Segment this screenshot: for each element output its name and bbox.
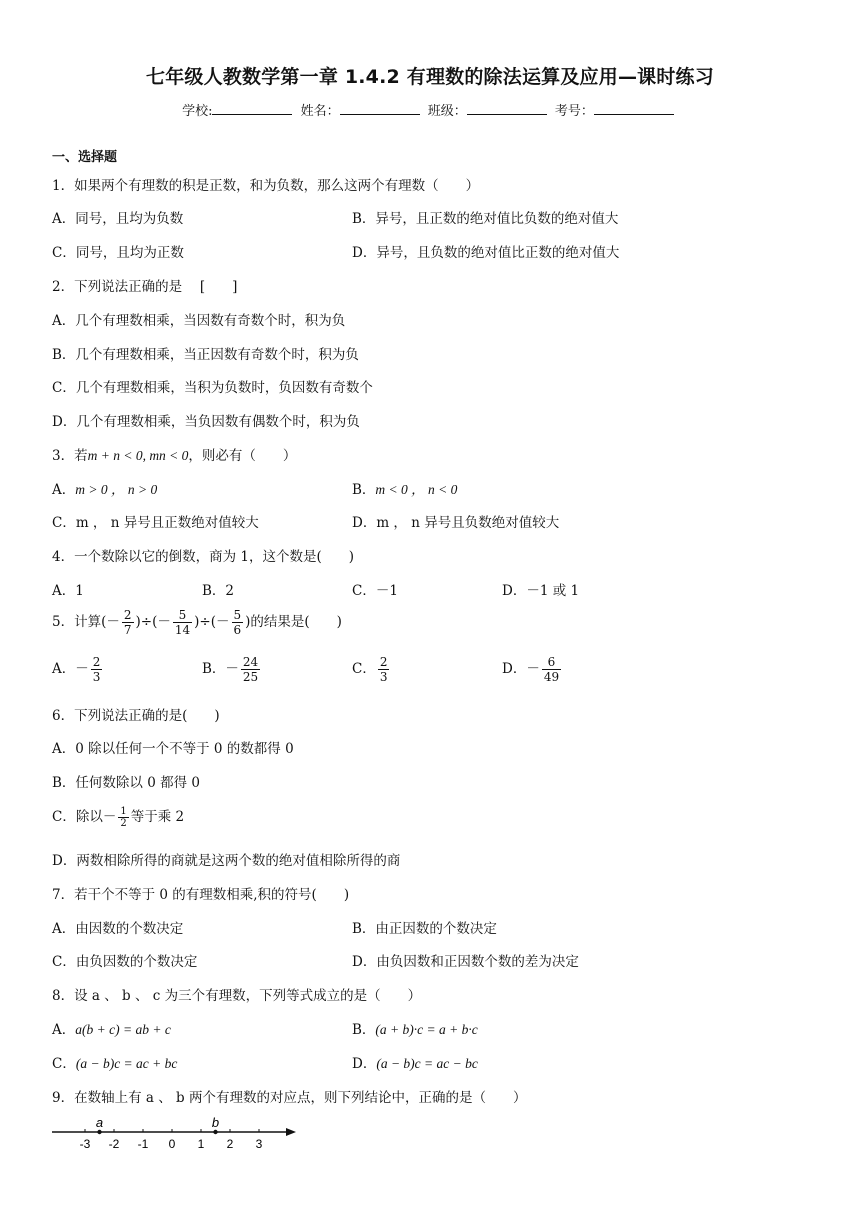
class-blank[interactable]	[467, 101, 547, 115]
q3-stem	[52, 444, 296, 464]
q7-option-d: D．由负因数和正因数个数的差为决定	[352, 954, 579, 970]
q1-option-c: C．同号，且均为正数	[52, 245, 184, 261]
q5-f3-denominator: 6	[233, 623, 242, 637]
tick-label: 3	[255, 1137, 263, 1151]
q5-b-fraction	[241, 655, 260, 684]
q8-d-label: D．	[352, 1056, 377, 1072]
q5-a-fraction	[91, 655, 103, 684]
section-heading: 一、选择题	[52, 150, 118, 165]
q5-fraction-1	[122, 608, 134, 637]
q3-option-b	[352, 478, 457, 498]
q6-c-pre: C．除以－	[52, 809, 117, 825]
q5-stem-pre: 5．计算(－	[52, 614, 120, 630]
q5-d-denominator: 49	[543, 670, 560, 684]
q6-option-c	[52, 805, 184, 829]
q2-stem: 2．下列说法正确的是 [ ]	[52, 279, 238, 295]
exam-no-blank[interactable]	[594, 101, 674, 115]
q6-option-d: D．两数相除所得的商就是这两个数的绝对值相除所得的商	[52, 853, 401, 869]
q8-option-a	[52, 1018, 171, 1038]
q3-a-expr: m > 0 ， n > 0	[75, 482, 158, 497]
q6-option-a: A．0 除以任何一个不等于 0 的数都得 0	[52, 741, 294, 757]
q1-option-d: D．异号，且负数的绝对值比正数的绝对值大	[352, 245, 620, 261]
name-blank[interactable]	[340, 101, 420, 115]
q5-fraction-3	[232, 608, 244, 637]
q5-option-c	[352, 655, 391, 684]
exam-no-label: 考号：	[554, 104, 594, 119]
q3-d-label: D．	[352, 515, 377, 531]
tick-label: -3	[79, 1137, 91, 1151]
q5-f2-denominator: 14	[174, 623, 191, 637]
q8-stem: 8．设 a 、 b 、 c 为三个有理数，下列等式成立的是（ ）	[52, 988, 422, 1004]
q6-c-fraction	[118, 806, 128, 829]
q3-stem-post: ，则必有（ ）	[188, 448, 297, 464]
q3-option-a	[52, 478, 157, 498]
q3-c-text: m ， n 异号且正数绝对值较大	[75, 515, 259, 531]
q4-option-d: D．－1 或 1	[502, 583, 580, 599]
q1-option-b: B．异号，且正数的绝对值比负数的绝对值大	[352, 211, 619, 227]
q7-option-c: C．由负因数的个数决定	[52, 954, 198, 970]
q5-b-denominator: 25	[242, 670, 259, 684]
q5-f1-denominator: 7	[123, 623, 132, 637]
tick-label: -2	[108, 1137, 120, 1151]
q5-option-d	[502, 655, 563, 684]
q8-option-c	[52, 1052, 177, 1072]
q9-stem: 9．在数轴上有 a 、 b 两个有理数的对应点，则下列结论中，正确的是（ ）	[52, 1090, 527, 1106]
q5-c-denominator: 3	[379, 670, 388, 684]
q5-a-numerator: 2	[92, 655, 101, 669]
q3-option-d	[352, 511, 559, 531]
q8-a-label: A．	[52, 1022, 76, 1038]
class-label: 班级：	[427, 104, 467, 119]
q8-d-expr: (a − b)c = ac − bc	[376, 1056, 478, 1071]
q8-option-b	[352, 1018, 478, 1038]
q5-b-numerator: 24	[242, 655, 259, 669]
school-label: 学校:	[182, 104, 213, 119]
name-label: 姓名：	[300, 104, 340, 119]
q5-stem	[52, 608, 342, 637]
q3-b-expr: m < 0 ， n < 0	[375, 482, 458, 497]
q4-option-b: B．2	[202, 583, 235, 599]
page-title: 七年级人教数学第一章 1.4.2 有理数的除法运算及应用—课时练习	[146, 66, 714, 88]
q3-b-label: B．	[352, 482, 376, 498]
point-b-label: b	[211, 1115, 220, 1130]
q5-b-label: B．－	[202, 661, 239, 677]
q1-stem: 1．如果两个有理数的积是正数，和为负数，那么这两个有理数（ ）	[52, 178, 480, 194]
q5-f1-numerator: 2	[123, 608, 132, 622]
tick-label: 1	[197, 1137, 205, 1151]
school-blank[interactable]	[212, 101, 292, 115]
number-line-arrow	[286, 1128, 296, 1136]
q3-d-text: m ， n 异号且负数绝对值较大	[376, 515, 560, 531]
q2-option-b: B．几个有理数相乘，当正因数有奇数个时，积为负	[52, 347, 359, 363]
q6-stem: 6．下列说法正确的是( )	[52, 708, 220, 724]
q6-c-post: 等于乘 2	[130, 809, 185, 825]
q5-a-denominator: 3	[92, 670, 101, 684]
q4-option-a: A．1	[52, 583, 84, 599]
q3-stem-pre: 3．若	[52, 448, 88, 464]
student-info-line	[0, 100, 860, 119]
q7-option-b: B．由正因数的个数决定	[352, 921, 497, 937]
q8-b-label: B．	[352, 1022, 376, 1038]
q6-c-denominator: 2	[120, 818, 127, 829]
point-a-dot	[97, 1130, 101, 1134]
q5-stem-post: )的结果是( )	[245, 614, 342, 630]
q6-option-b: B．任何数除以 0 都得 0	[52, 775, 200, 791]
q5-stem-mid1: )÷(－	[135, 614, 171, 630]
q8-a-expr: a(b + c) = ab + c	[75, 1022, 171, 1037]
tick-label: 0	[168, 1137, 176, 1151]
q2-option-a: A．几个有理数相乘，当因数有奇数个时，积为负	[52, 313, 346, 329]
q5-c-numerator: 2	[379, 655, 388, 669]
q7-stem: 7．若干个不等于 0 的有理数相乘,积的符号( )	[52, 887, 350, 903]
q4-stem: 4．一个数除以它的倒数，商为 1，这个数是( )	[52, 549, 355, 565]
q5-c-fraction	[378, 655, 390, 684]
q3-option-c	[52, 511, 259, 531]
q5-d-fraction	[542, 655, 561, 684]
q5-d-label: D．－	[502, 661, 540, 677]
q5-option-b	[202, 655, 262, 684]
q5-f2-numerator: 5	[173, 608, 192, 623]
q5-stem-mid2: )÷(－	[194, 614, 230, 630]
q3-condition: m + n < 0, mn < 0	[87, 448, 189, 463]
q4-option-c: C．－1	[352, 583, 398, 599]
q5-f3-numerator: 5	[233, 608, 242, 622]
q5-a-label: A．－	[52, 661, 89, 677]
q2-option-d: D．几个有理数相乘，当负因数有偶数个时，积为负	[52, 414, 360, 430]
q8-c-label: C．	[52, 1056, 76, 1072]
q5-c-label: C．	[352, 661, 376, 677]
q2-option-c: C．几个有理数相乘，当积为负数时，负因数有奇数个	[52, 380, 373, 396]
q8-option-d	[352, 1052, 478, 1072]
q5-option-a	[52, 655, 104, 684]
q8-b-expr: (a + b)·c = a + b·c	[375, 1022, 478, 1037]
q5-d-numerator: 6	[542, 655, 561, 670]
q1-option-a: A．同号，且均为负数	[52, 211, 184, 227]
q5-fraction-2	[173, 608, 192, 637]
q3-a-label: A．	[52, 482, 76, 498]
point-a-label: a	[95, 1115, 104, 1130]
q3-c-label: C．	[52, 515, 76, 531]
q6-c-numerator: 1	[120, 806, 127, 817]
tick-label: 2	[226, 1137, 234, 1151]
q7-option-a: A．由因数的个数决定	[52, 921, 184, 937]
q8-c-expr: (a − b)c = ac + bc	[75, 1056, 178, 1071]
point-b-dot	[213, 1130, 217, 1134]
number-line-figure	[48, 1112, 308, 1156]
tick-label: -1	[137, 1137, 149, 1151]
